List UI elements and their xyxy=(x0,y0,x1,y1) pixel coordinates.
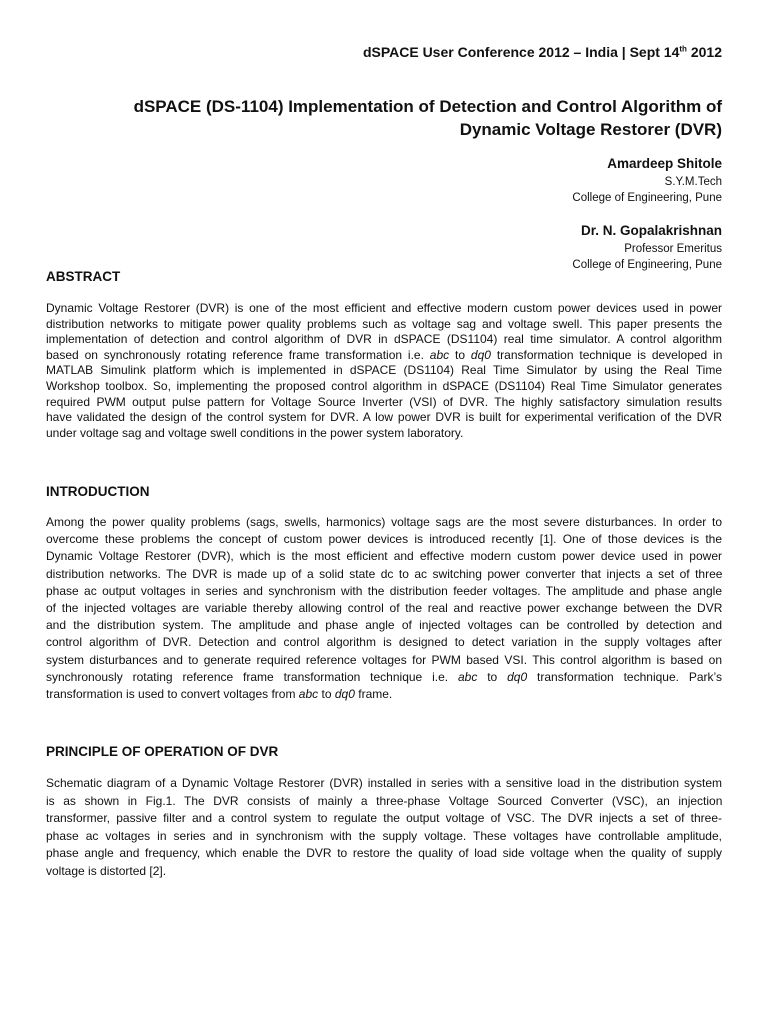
text-line: based on synchronously rotating reference frame transformation i.e. abc to dq0 transformation technique is developed in xyxy=(46,347,723,362)
principle-heading: PRINCIPLE OF OPERATION OF DVR xyxy=(46,744,279,759)
author-affiliation: S.Y.M.Tech xyxy=(664,176,722,188)
text-line: under voltage sag and voltage swell conditions in the power system laboratory. xyxy=(46,425,464,440)
abstract-heading: ABSTRACT xyxy=(46,269,121,284)
text-line: control algorithm of DVR. Detection and control algorithm is designed to detect variation in the supply voltages after xyxy=(46,635,722,650)
text-line: transformation is used to convert voltages from abc to dq0 frame. xyxy=(46,687,393,702)
conference-header xyxy=(363,44,722,60)
text-line: voltage is distorted [2]. xyxy=(46,863,167,878)
author-block-2 xyxy=(572,221,722,273)
text-line: transformer, passive filter and a control system to regulate the output voltage of VSC. The DVR injects a set of three- xyxy=(46,811,722,826)
title-line-1: dSPACE (DS-1104) Implementation of Detection and Control Algorithm of xyxy=(133,97,722,116)
text-line: Schematic diagram of a Dynamic Voltage Restorer (DVR) installed in series with a sensitive load in the distribution system xyxy=(46,776,722,790)
author-name: Dr. N. Gopalakrishnan xyxy=(580,223,722,238)
text-line: is as shown in Fig.1. The DVR consists of mainly a three-phase Voltage Sourced Converter (VSC), an injection xyxy=(46,793,723,808)
text-line: have validated the design of the control system for DVR. A low power DVR is built for experimental verification of the DVR xyxy=(46,410,722,425)
title-line-2: Dynamic Voltage Restorer (DVR) xyxy=(459,120,722,139)
author-institution: College of Engineering, Pune xyxy=(572,192,722,204)
text-line: required PWM output pulse pattern for Voltage Source Inverter (VSI) of DVR. The highly satisfactory simulation results xyxy=(46,394,722,409)
introduction-paragraph xyxy=(46,514,722,703)
conference-name: dSPACE User Conference 2012 – India | Sept 14 xyxy=(362,44,680,60)
paper-title xyxy=(42,95,722,141)
text-line: Dynamic Voltage Restorer (DVR) is one of the most efficient and effective modern custom power devices used in power xyxy=(46,301,722,315)
text-line: and the distribution system. The amplitude and phase angle of injected voltages can be controlled by detection and xyxy=(46,618,722,633)
text-line: Workshop toolbox. So, implementing the proposed control algorithm in dSPACE (DS1104) Real Time Simulator generates xyxy=(46,378,722,393)
author-block-1 xyxy=(572,154,722,206)
abstract-paragraph xyxy=(46,301,722,441)
text-line: Dynamic Voltage Restorer (DVR), which is the most efficient and effective modern custom power device used in power xyxy=(46,549,722,564)
text-line: of the injected voltages are variable thereby allowing control of the real and reactive power exchange between the DVR xyxy=(46,601,723,616)
text-line: MATLAB Simulink platform which is implemented in dSPACE (DS1104) Real Time Simulator by using the Real Time xyxy=(46,363,722,378)
text-line: system disturbances and to generate required reference voltages for PWM based VSI. This control algorithm is based on xyxy=(46,652,722,667)
date-superscript: th xyxy=(679,44,687,54)
author-name: Amardeep Shitole xyxy=(607,156,722,171)
conference-year: 2012 xyxy=(686,44,722,60)
author-institution: College of Engineering, Pune xyxy=(572,259,722,271)
text-line: implementation of detection and control algorithm of DVR in dSPACE (DS1104) real time simulator. A control algorithm xyxy=(46,332,722,347)
text-line: phase angle and frequency, which enable the DVR to restore the quality of load side voltage when the quality of supply xyxy=(46,846,722,861)
text-line: Among the power quality problems (sags, swells, harmonics) voltage sags are the most severe disturbances. In order to xyxy=(46,515,722,529)
text-line: distribution networks to mitigate power quality problems such as voltage sag and voltage swell. This paper presents the xyxy=(46,316,723,331)
text-line: overcome these problems the concept of custom power devices is introduced recently [1]. One of those devices is the xyxy=(46,532,722,547)
principle-paragraph xyxy=(46,775,722,881)
author-affiliation: Professor Emeritus xyxy=(624,243,722,255)
text-line: phase ac voltages in series and in synchronism with the supply voltage. These voltages have controllable amplitude, xyxy=(46,828,722,843)
introduction-heading: INTRODUCTION xyxy=(46,484,150,499)
text-line: phase ac output voltages in series and synchronism with the distribution feeder voltages. The amplitude and phase angle xyxy=(46,583,722,598)
text-line: distribution networks. The DVR is made up of a solid state dc to ac switching power converter that injects a set of three xyxy=(46,566,723,581)
text-line: synchronously rotating reference frame transformation technique i.e. abc to dq0 transformation technique. Park’s xyxy=(46,669,722,684)
